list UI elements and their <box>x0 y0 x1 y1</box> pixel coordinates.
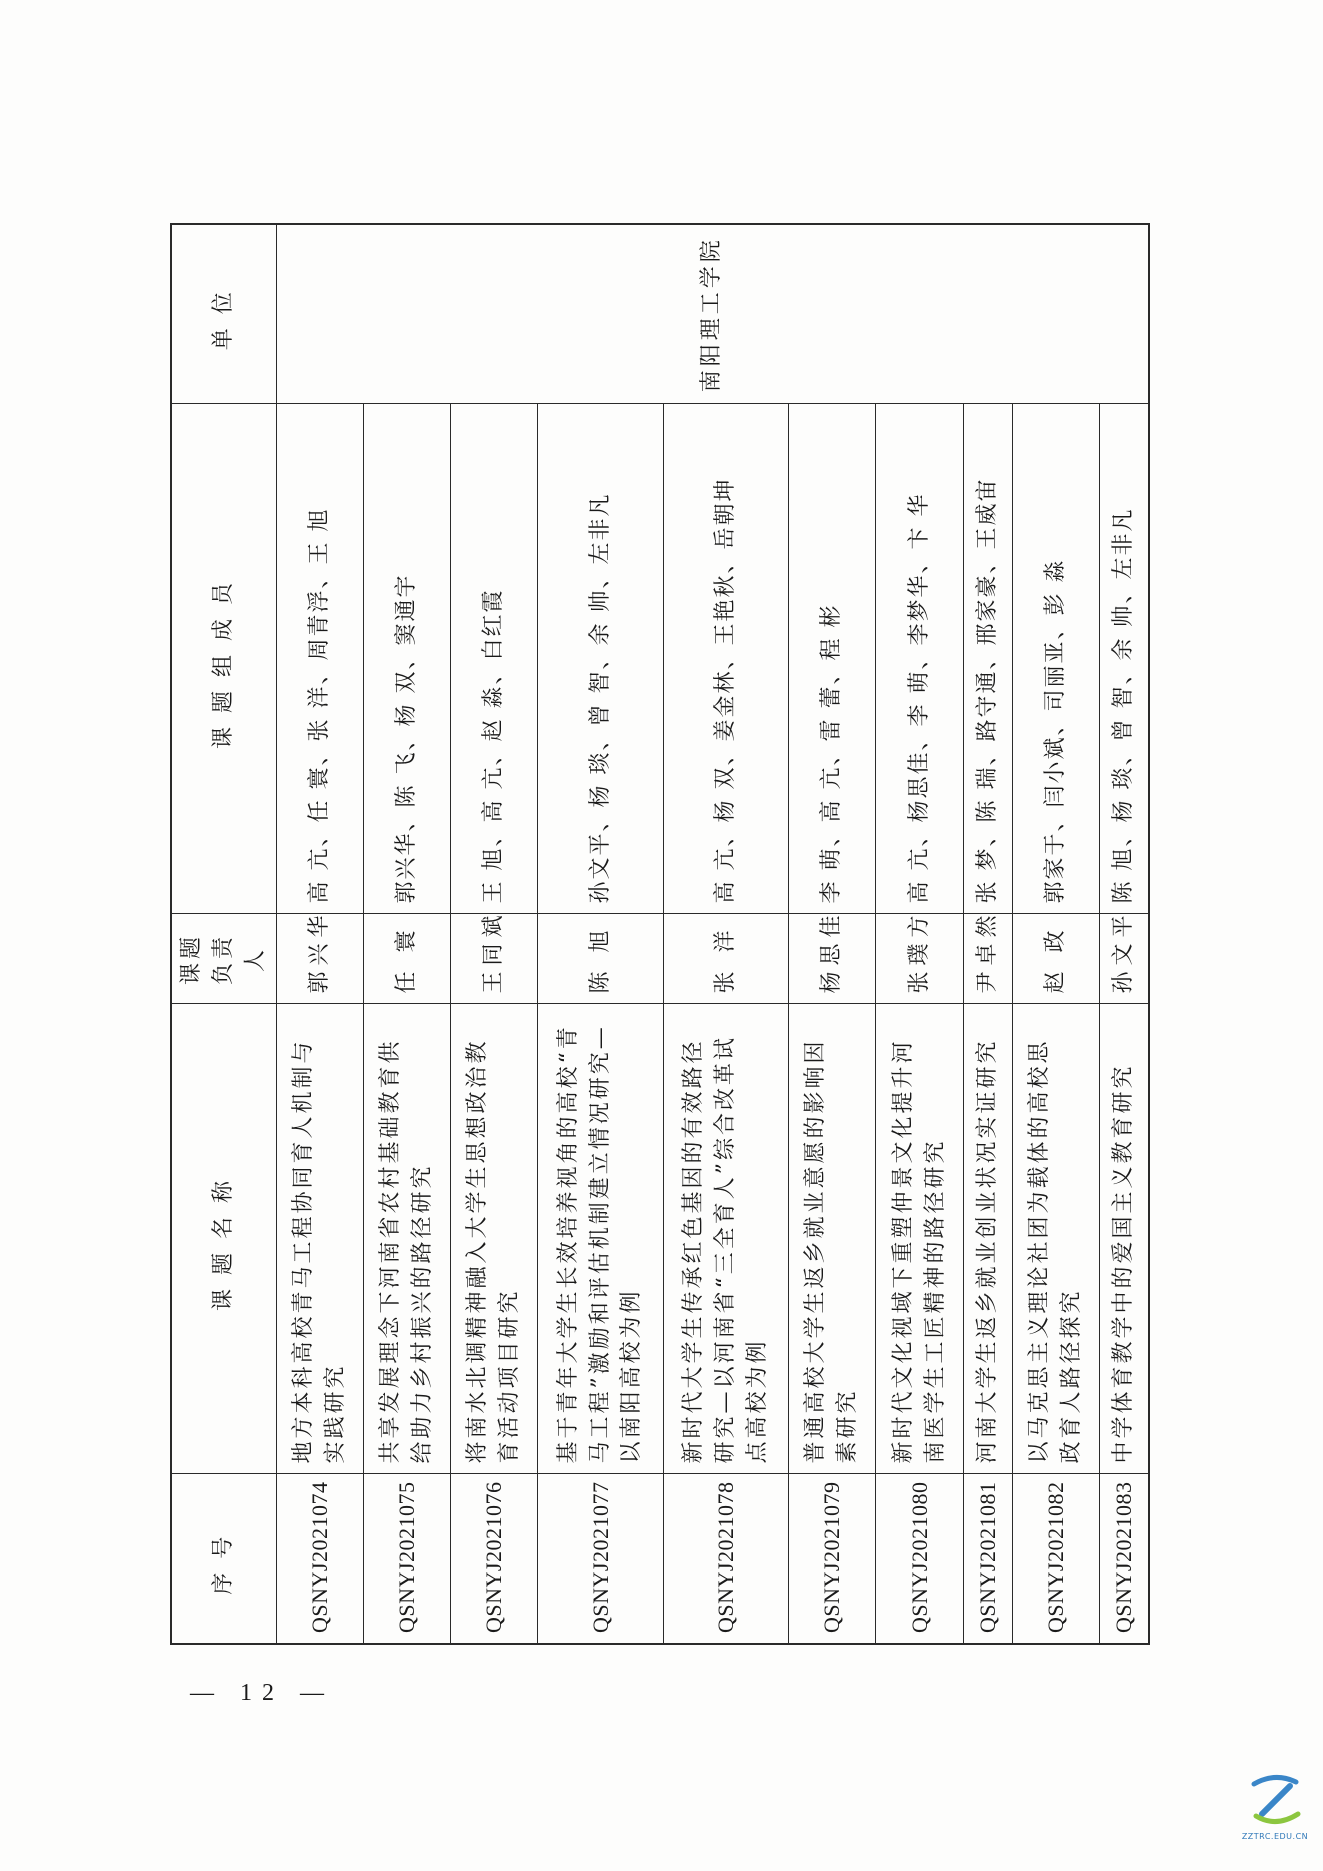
project-title: 基于青年大学生长效培养视角的高校“青马工程”激励和评估机制建立情况研究—以南阳高校为例 <box>538 1004 663 1474</box>
project-members: 高 亢、杨 双、姜金林、王艳秋、岳朝坤 <box>663 404 788 914</box>
project-title: 普通高校大学生返乡就业意愿的影响因素研究 <box>789 1004 876 1474</box>
project-title: 中学体育教学中的爱国主义教育研究 <box>1099 1004 1149 1474</box>
project-code: QSNYJ2021081 <box>963 1474 1012 1644</box>
project-title: 新时代大学生传承红色基因的有效路径研究—以河南省“三全育人”综合改革试点高校为例 <box>663 1004 788 1474</box>
project-code: QSNYJ2021083 <box>1099 1474 1149 1644</box>
project-table <box>170 223 1150 1645</box>
table-row <box>451 224 538 1644</box>
unit-name: 南阳理工学院 <box>276 224 1149 404</box>
project-members: 李 萌、高 亢、雷 蕾、程 彬 <box>789 404 876 914</box>
project-members: 张 梦、陈 瑞、路守通、邢家豪、王威宙 <box>963 404 1012 914</box>
project-leader: 尹卓然 <box>963 914 1012 1004</box>
table-row <box>363 224 450 1644</box>
table-row <box>538 224 663 1644</box>
project-title: 将南水北调精神融入大学生思想政治教育活动项目研究 <box>451 1004 538 1474</box>
project-code: QSNYJ2021074 <box>276 1474 363 1644</box>
project-title: 地方本科高校青马工程协同育人机制与实践研究 <box>276 1004 363 1474</box>
table-row <box>789 224 876 1644</box>
project-members: 王 旭、高 亢、赵 淼、白红霞 <box>451 404 538 914</box>
table-row <box>663 224 788 1644</box>
watermark-logo-icon <box>1240 1770 1310 1832</box>
header-members: 课题组成员 <box>171 404 276 914</box>
table-row <box>276 224 363 1644</box>
project-members: 孙文平、杨 琰、曾 智、余 帅、左非凡 <box>538 404 663 914</box>
project-title: 共享发展理念下河南省农村基础教育供给助力乡村振兴的路径研究 <box>363 1004 450 1474</box>
table-row <box>1012 224 1099 1644</box>
header-unit: 单位 <box>171 224 276 404</box>
project-code: QSNYJ2021076 <box>451 1474 538 1644</box>
project-code: QSNYJ2021080 <box>876 1474 963 1644</box>
project-leader: 陈 旭 <box>538 914 663 1004</box>
project-members: 高 亢、杨思佳、李 萌、李梦华、卞 华 <box>876 404 963 914</box>
rotated-table-wrapper <box>170 225 1150 1645</box>
project-code: QSNYJ2021075 <box>363 1474 450 1644</box>
project-code: QSNYJ2021082 <box>1012 1474 1099 1644</box>
project-code: QSNYJ2021077 <box>538 1474 663 1644</box>
table-header-row <box>171 224 276 1644</box>
project-leader: 王同斌 <box>451 914 538 1004</box>
project-members: 高 亢、任 寰、张 洋、周青浮、王 旭 <box>276 404 363 914</box>
project-title: 以马克思主义理论社团为载体的高校思政育人路径探究 <box>1012 1004 1099 1474</box>
table-row <box>1099 224 1149 1644</box>
watermark-text: ZZTRC.EDU.CN <box>1241 1832 1309 1841</box>
project-leader: 孙文平 <box>1099 914 1149 1004</box>
project-title: 河南大学生返乡就业创业状况实证研究 <box>963 1004 1012 1474</box>
header-leader: 课题负责人 <box>171 914 276 1004</box>
project-members: 郭家于、闫小斌、司丽亚、彭 淼 <box>1012 404 1099 914</box>
project-code: QSNYJ2021078 <box>663 1474 788 1644</box>
header-title: 课题名称 <box>171 1004 276 1474</box>
project-leader: 张 洋 <box>663 914 788 1004</box>
project-leader: 郭兴华 <box>276 914 363 1004</box>
project-leader: 任 寰 <box>363 914 450 1004</box>
project-leader: 赵 政 <box>1012 914 1099 1004</box>
project-leader: 张璞方 <box>876 914 963 1004</box>
header-code: 序号 <box>171 1474 276 1644</box>
project-title: 新时代文化视域下重塑仲景文化提升河南医学生工匠精神的路径研究 <box>876 1004 963 1474</box>
project-members: 郭兴华、陈 飞、杨 双、窦通宇 <box>363 404 450 914</box>
page-number: — 12 — <box>190 1680 334 1706</box>
project-leader: 杨思佳 <box>789 914 876 1004</box>
table-row <box>963 224 1012 1644</box>
project-code: QSNYJ2021079 <box>789 1474 876 1644</box>
table-row <box>876 224 963 1644</box>
project-members: 陈 旭、杨 琰、曾 智、余 帅、左非凡 <box>1099 404 1149 914</box>
site-watermark <box>1240 1770 1310 1850</box>
